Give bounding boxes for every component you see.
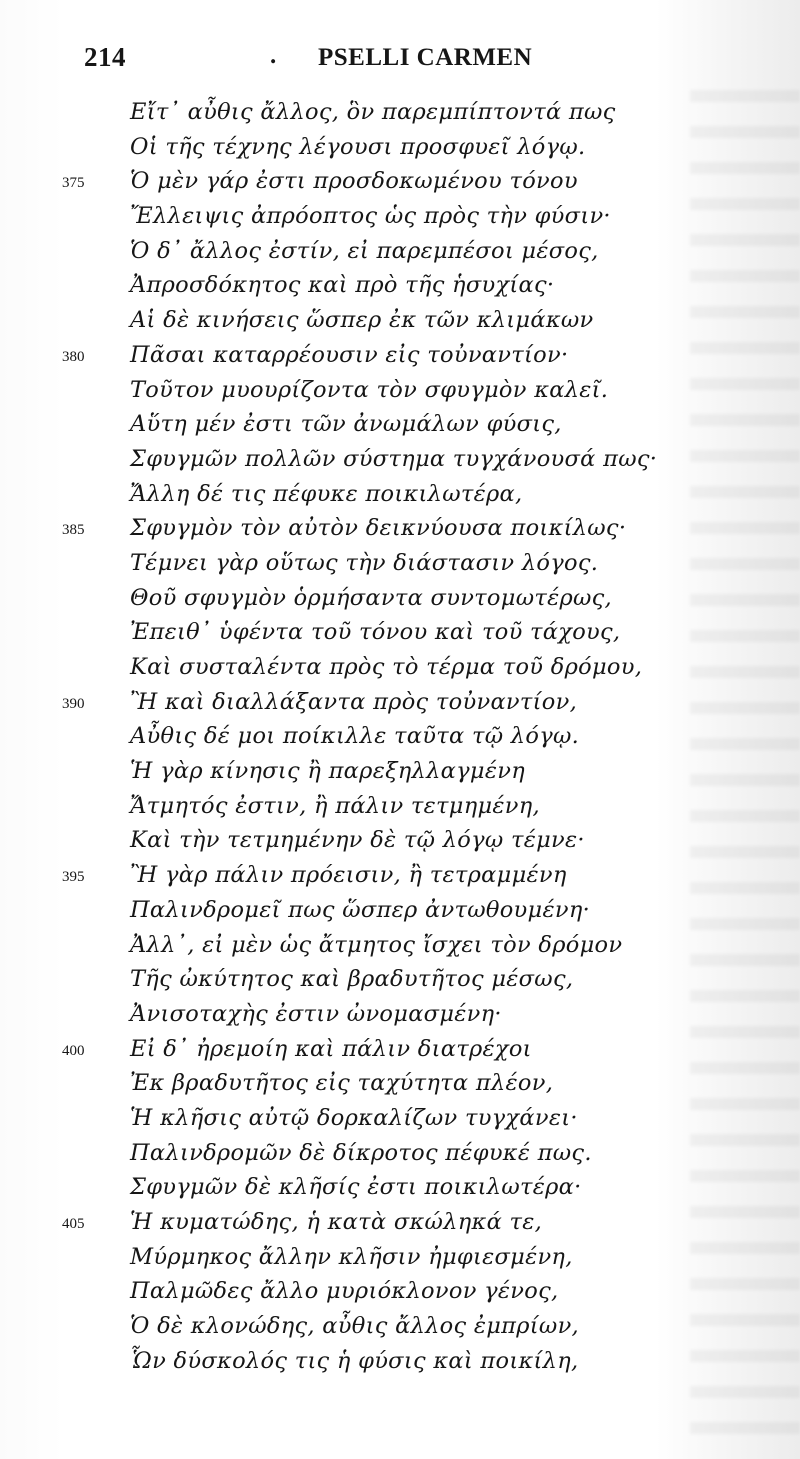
- verse-line: [0, 95, 800, 130]
- verse-text: Ἢ γὰρ πάλιν πρόεισιν, ἢ τετραμμένη: [130, 862, 567, 889]
- verse-line: [0, 650, 800, 685]
- running-head: PSELLI CARMEN: [318, 44, 533, 71]
- verse-text: Εἰ δ᾽ ἠρεμοίη καὶ πάλιν διατρέχοι: [130, 1035, 532, 1062]
- verse-text: Παλινδρομεῖ πως ὥσπερ ἀντωθουμένη·: [130, 896, 591, 923]
- verse-text: Οἱ τῆς τέχνης λέγουσι προσφυεῖ λόγῳ.: [130, 133, 586, 160]
- verse-text: Πᾶσαι καταρρέουσιν εἰς τοὐναντίον·: [130, 341, 569, 368]
- verse-text: Ὧν δύσκολός τις ἡ φύσις καὶ ποικίλη,: [130, 1347, 579, 1374]
- verse-line: [0, 1344, 800, 1379]
- verse-text: Ἢ καὶ διαλλάξαντα πρὸς τοὐναντίον,: [130, 688, 578, 715]
- verse-line: [0, 1101, 800, 1136]
- verse-text: Ἀλλ᾽, εἰ μὲν ὡς ἄτμητος ἴσχει τὸν δρόμον: [130, 931, 623, 958]
- verse-text: Αὖθις δέ μοι ποίκιλλε ταῦτα τῷ λόγῳ.: [130, 723, 580, 750]
- page-header: [0, 42, 800, 82]
- verse-line: [0, 581, 800, 616]
- line-number: 375: [62, 175, 85, 192]
- verse-line: [0, 858, 800, 893]
- verse-line: [0, 1274, 800, 1309]
- verse-text: Ἐπειθ᾽ ὑφέντα τοῦ τόνου καὶ τοῦ τάχους,: [130, 619, 621, 646]
- verse-line: [0, 511, 800, 546]
- verse-text: Αὕτη μέν ἐστι τῶν ἀνωμάλων φύσις,: [130, 411, 562, 438]
- verse-text: Ἐκ βραδυτῆτος εἰς ταχύτητα πλέον,: [130, 1070, 554, 1097]
- verse-text: Ὁ δ᾽ ἄλλος ἐστίν, εἰ παρεμπέσοι μέσος,: [130, 237, 599, 264]
- verse-line: [0, 1205, 800, 1240]
- verse-line: [0, 1032, 800, 1067]
- verse-text: Καὶ συσταλέντα πρὸς τὸ τέρμα τοῦ δρόμου,: [130, 654, 643, 680]
- verse-line: [0, 1170, 800, 1205]
- verse-line: [0, 373, 800, 408]
- line-number: 380: [62, 348, 85, 365]
- verse-text: Ἄλλη δέ τις πέφυκε ποικιλωτέρα,: [130, 480, 523, 507]
- verse-line: [0, 303, 800, 338]
- verse-line: [0, 893, 800, 928]
- verse-line: [0, 442, 800, 477]
- verse-text: Καὶ τὴν τετμημένην δὲ τῷ λόγῳ τέμνε·: [130, 827, 585, 854]
- verse-text: Σφυγμῶν πολλῶν σύστημα τυγχάνουσά πως·: [130, 445, 658, 472]
- verse-text: Ἡ κλῆσις αὐτῷ δορκαλίζων τυγχάνει·: [130, 1104, 578, 1131]
- verse-text: Ἔλλειψις ἀπρόοπτος ὡς πρὸς τὴν φύσιν·: [130, 203, 611, 230]
- verse-text: Παλμῶδες ἄλλο μυριόκλονον γένος,: [130, 1278, 559, 1305]
- verse-line: [0, 268, 800, 303]
- verse-text: Ἡ γὰρ κίνησις ἢ παρεξηλλαγμένη: [130, 758, 525, 785]
- verse-line: [0, 546, 800, 581]
- verse-line: [0, 997, 800, 1032]
- verse-text: Τῆς ὠκύτητος καὶ βραδυτῆτος μέσως,: [130, 966, 574, 993]
- verse-line: [0, 130, 800, 165]
- verse-text: Ἄτμητός ἐστιν, ἢ πάλιν τετμημένη,: [130, 792, 540, 819]
- verse-line: [0, 754, 800, 789]
- verse-text: Τοῦτον μυουρίζοντα τὸν σφυγμὸν καλεῖ.: [130, 376, 609, 403]
- verse-line: [0, 1240, 800, 1275]
- verse-line: [0, 477, 800, 512]
- page-number: 214: [84, 42, 126, 72]
- verse-text: Παλινδρομῶν δὲ δίκροτος πέφυκέ πως.: [130, 1139, 592, 1166]
- verse-line: [0, 928, 800, 963]
- verse-line: [0, 338, 800, 373]
- verse-line: [0, 1066, 800, 1101]
- verse-text: Ἀπροσδόκητος καὶ πρὸ τῆς ἡσυχίας·: [130, 272, 555, 299]
- verse-line: [0, 615, 800, 650]
- verse-text: Σφυγμὸν τὸν αὐτὸν δεικνύουσα ποικίλως·: [130, 515, 627, 542]
- verse-text: Εἴτ᾽ αὖθις ἄλλος, ὃν παρεμπίπτοντά πως: [130, 99, 616, 125]
- header-separator: .: [270, 42, 277, 69]
- verse-line: [0, 789, 800, 824]
- line-number: 400: [62, 1042, 85, 1059]
- verse-text: Ὁ μὲν γάρ ἐστι προσδοκωμένου τόνου: [130, 168, 578, 195]
- verse-line: [0, 234, 800, 269]
- line-number: 395: [62, 869, 85, 886]
- verse-text: Μύρμηκος ἄλλην κλῆσιν ἠμφιεσμένη,: [130, 1243, 573, 1270]
- verse-line: [0, 1136, 800, 1171]
- verse-text: Αἱ δὲ κινήσεις ὥσπερ ἐκ τῶν κλιμάκων: [130, 307, 594, 334]
- verse-text: Ἀνισοταχὴς ἐστιν ὠνομασμένη·: [130, 1000, 502, 1027]
- verse-line: [0, 823, 800, 858]
- verse-text: Σφυγμῶν δὲ κλῆσίς ἐστι ποικιλωτέρα·: [130, 1174, 582, 1201]
- verse-line: [0, 407, 800, 442]
- verse-line: [0, 962, 800, 997]
- verse-block: [0, 95, 800, 1378]
- line-number: 385: [62, 522, 85, 539]
- line-number: 390: [62, 695, 85, 712]
- verse-text: Ἡ κυματώδης, ἡ κατὰ σκώληκά τε,: [130, 1209, 543, 1235]
- verse-text: Τέμνει γὰρ οὕτως τὴν διάστασιν λόγος.: [130, 549, 599, 576]
- verse-line: [0, 164, 800, 199]
- verse-line: [0, 685, 800, 720]
- verse-text: Ὁ δὲ κλονώδης, αὖθις ἄλλος ἐμπρίων,: [130, 1313, 579, 1340]
- verse-line: [0, 199, 800, 234]
- line-number: 405: [62, 1216, 85, 1232]
- verse-text: Θοῦ σφυγμὸν ὁρμήσαντα συντομωτέρως,: [130, 584, 612, 611]
- verse-line: [0, 719, 800, 754]
- verse-line: [0, 1309, 800, 1344]
